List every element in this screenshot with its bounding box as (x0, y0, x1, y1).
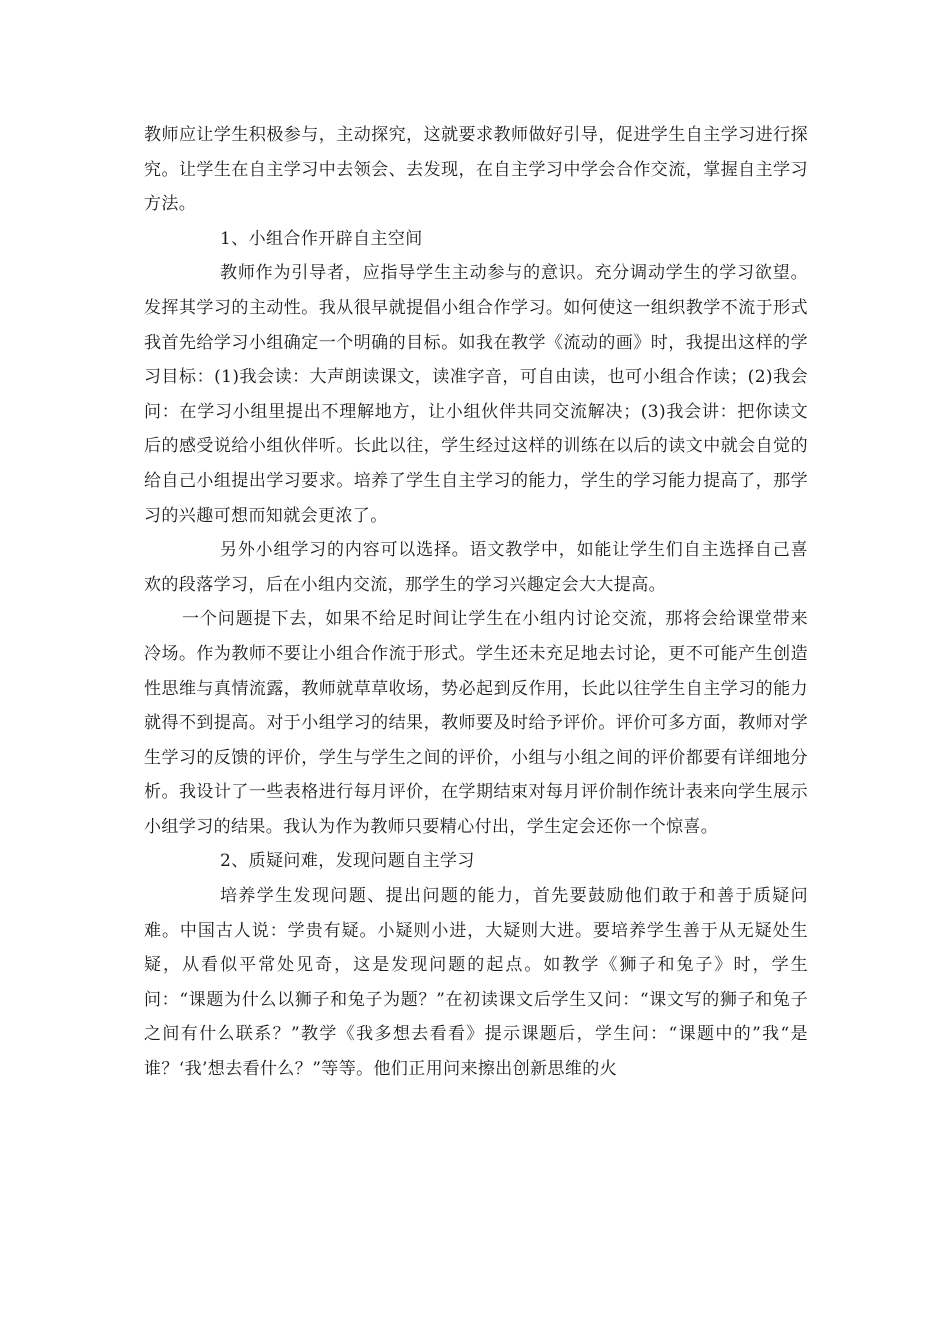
section-heading-1: 1、小组合作开辟自主空间 (220, 228, 423, 249)
document-body (144, 118, 808, 1087)
paragraph-questioning: 培养学生发现问题、提出问题的能力，首先要鼓励他们敢于和善于质疑问难。中国古人说：学贵有疑。小疑则小进，大疑则大进。要培养学生善于从无疑处生疑，从看似平常处见奇，这是发现问题的起点。如教学《狮子和兔子》时，学生问：“课题为什么以狮子和兔子为题？”在初读课文后学生又问：“课文写的狮子和兔子之间有什么联系？”教学《我多想去看看》提示课题后，学生问：“课题中的”我“是谁？‘我’想去看什么？”等等。他们正用问来擦出创新思维的火 (144, 886, 808, 1080)
paragraph-evaluation: 一个问题提下去，如果不给足时间让学生在小组内讨论交流，那将会给课堂带来冷场。作为教师不要让小组合作流于形式。学生还未充足地去讨论，更不可能产生创造性思维与真情流露，教师就草草收场，势必起到反作用，长此以往学生自主学习的能力就得不到提高。对于小组学习的结果，教师要及时给予评价。评价可多方面，教师对学生学习的反馈的评价，学生与学生之间的评价，小组与小组之间的评价都要有详细地分析。我设计了一些表格进行每月评价，在学期结束对每月评价制作统计表来向学生展示小组学习的结果。我认为作为教师只要精心付出，学生定会还你一个惊喜。 (144, 609, 808, 837)
section-heading-2: 2、质疑问难，发现问题自主学习 (220, 851, 475, 872)
paragraph-content-choice: 另外小组学习的内容可以选择。语文教学中，如能让学生们自主选择自己喜欢的段落学习，后在小组内交流，那学生的学习兴趣定会大大提高。 (144, 540, 808, 595)
paragraph-group-cooperation: 教师作为引导者，应指导学生主动参与的意识。充分调动学生的学习欲望。发挥其学习的主动性。我从很早就提倡小组合作学习。如何使这一组织教学不流于形式我首先给学习小组确定一个明确的目标。如我在教学《流动的画》时，我提出这样的学习目标：(1)我会读：大声朗读课文，读准字音，可自由读，也可小组合作读；(2)我会问：在学习小组里提出不理解地方，让小组伙伴共同交流解决；(3)我会讲：把你读文后的感受说给小组伙伴听。长此以往，学生经过这样的训练在以后的读文中就会自觉的给自己小组提出学习要求。培养了学生自主学习的能力，学生的学习能力提高了，那学习的兴趣可想而知就会更浓了。 (144, 263, 808, 526)
paragraph-intro: 教师应让学生积极参与，主动探究，这就要求教师做好引导，促进学生自主学习进行探究。让学生在自主学习中去领会、去发现，在自主学习中学会合作交流，掌握自主学习方法。 (144, 125, 808, 215)
